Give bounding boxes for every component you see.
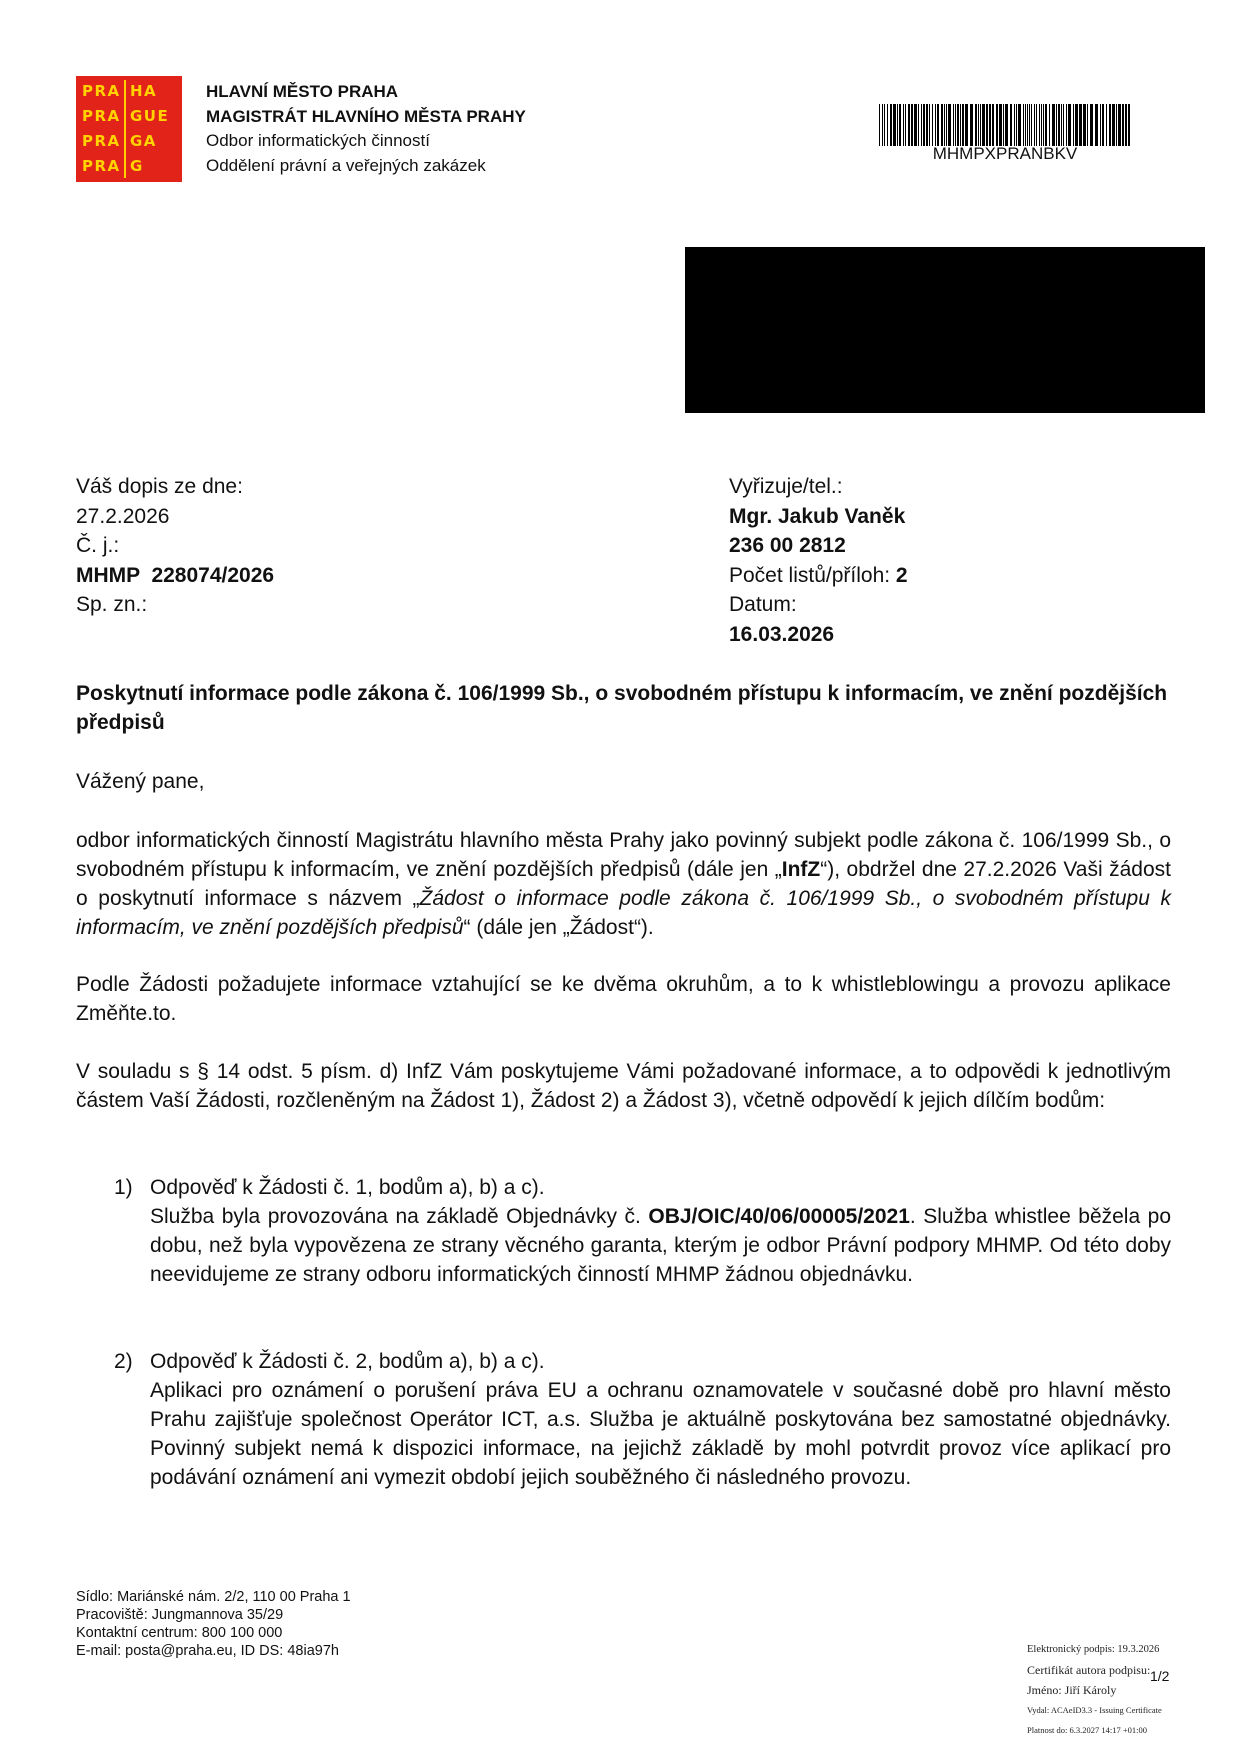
org-office: MAGISTRÁT HLAVNÍHO MĚSTA PRAHY (206, 106, 526, 126)
org-name: HLAVNÍ MĚSTO PRAHA (206, 82, 399, 101)
barcode-bar (965, 104, 968, 146)
barcode-bar (1052, 104, 1055, 146)
barcode-bar (899, 104, 901, 146)
barcode-bar (926, 104, 928, 146)
barcode-bar (962, 104, 964, 146)
barcode-bar (914, 104, 917, 146)
paragraph-legal-basis: V souladu s § 14 odst. 5 písm. d) InfZ Vám poskytujeme Vámi požadované informace, a to odpovědi k jednotlivým částem Vaší Žádosti, rozčleněným na Žádost 1), Žádost 2) a Žádost 3), včetně odpovědí k jejich dílčím bodům: (76, 1060, 1171, 1112)
barcode-bar (1116, 104, 1117, 146)
barcode-bar (989, 104, 991, 146)
barcode-bar (970, 104, 973, 146)
barcode-bar (1049, 104, 1050, 146)
logo-text: PRA (82, 157, 121, 175)
barcode-bar (1025, 104, 1026, 146)
item-text (150, 1202, 1171, 1289)
barcode-bar (908, 104, 910, 146)
barcode-bar (1016, 104, 1017, 146)
barcode-bar (1027, 104, 1028, 146)
barcode-bar (980, 104, 981, 146)
barcode-bar (911, 104, 913, 146)
barcode-bar (1073, 104, 1074, 146)
barcode-bar (884, 104, 885, 146)
barcode-bar (921, 104, 922, 146)
organization-header (206, 80, 526, 178)
barcode-bar (975, 104, 977, 146)
barcode-bar (992, 104, 994, 146)
barcode-bar (1102, 104, 1104, 146)
barcode-bar (923, 104, 925, 146)
barcode-bar (1018, 104, 1021, 146)
logo-text: PRA (82, 132, 121, 150)
barcode-bar (978, 104, 979, 146)
barcode-text: MHMPXPRANBKV (932, 144, 1078, 163)
text-span: odbor informatických činností Magistrátu hlavního města Prahy jako povinný subjekt podle zákona č. 106/1999 Sb., o svobodném přístupu k informacím, ve znění pozdějších předpisů (dále jen „ (76, 829, 1171, 881)
text-span: “), obdržel dne 27.2.2026 Vaši žádost o poskytnutí informace s názvem „ (76, 858, 1171, 910)
barcode-image (877, 104, 1133, 146)
barcode-bar (1041, 104, 1042, 146)
barcode-bar (986, 104, 988, 146)
footer-email: E-mail: posta@praha.eu, ID DS: 48ia97h (76, 1643, 339, 1659)
page-count-value: 2 (895, 563, 908, 587)
text-span: “ (dále jen „Žádost“). (463, 916, 654, 939)
electronic-signature-stamp (1027, 1640, 1162, 1740)
barcode-bar (1036, 104, 1037, 146)
barcode-bar (1100, 104, 1101, 146)
handler-name: Mgr. Jakub Vaněk (729, 504, 906, 528)
redacted-address-block (685, 247, 1205, 413)
barcode-bar (1058, 104, 1060, 146)
logo-text: HA (130, 82, 158, 100)
barcode-bar (903, 104, 904, 146)
barcode-bar (996, 104, 998, 146)
paragraph-intro (76, 826, 1171, 942)
logo-text: GUE (130, 107, 170, 125)
barcode-bar (982, 104, 985, 146)
text-span: . Služba whistlee běžela po dobu, než byla vypovězena ze strany věcného garanta, kterým je odbor Právní podpory MHMP. Od této doby neevidujeme ze strany odboru informatických činností MHMP žádnou objednávku. (150, 1205, 1171, 1286)
text-span-italic: Žádost o informace podle zákona č. 106/1999 Sb., o svobodném přístupu k informacím, ve znění pozdějších předpisů (76, 887, 1171, 939)
date-label: Datum: (729, 593, 797, 616)
barcode-bar (1095, 104, 1098, 146)
barcode-bar (1122, 104, 1124, 146)
barcode-bar (946, 104, 947, 146)
barcode-bar (957, 104, 959, 146)
barcode-bar (879, 104, 880, 146)
signature-date: Elektronický podpis: 19.3.2026 (1027, 1644, 1160, 1655)
letter-subject: Poskytnutí informace podle zákona č. 106/1999 Sb., o svobodném přístupu k informacím, ve znění pozdějších předpisů (76, 682, 1168, 734)
barcode-bar (1005, 104, 1008, 146)
item-heading: Odpověď k Žádosti č. 1, bodům a), b) a c). (150, 1176, 545, 1199)
barcode-bar (935, 104, 936, 146)
barcode-bar (887, 104, 888, 146)
barcode-bar (999, 104, 1002, 146)
handler-phone: 236 00 2812 (729, 534, 846, 557)
barcode-bar (1061, 104, 1062, 146)
barcode-bar (1083, 104, 1086, 146)
file-number-label: Sp. zn.: (76, 593, 148, 616)
page-number: 1/2 (1150, 1668, 1170, 1684)
barcode-bar (948, 104, 951, 146)
item-text: Aplikaci pro oznámení o porušení práva EU a ochranu oznamovatele v současné době pro hlavní město Prahu zajišťuje společnost Operátor ICT, a.s. Služba je aktuálně poskytována bez samostatné objednávky. Povinný subjekt nemá k dispozici informace, na jejichž základě by mohl potvrdit provoz více aplikací pro podávání oznámení ani vymezit období jejich souběžného či následného provozu. (150, 1379, 1171, 1489)
signature-validity: Platnost do: 6.3.2027 14:17 +01:00 (1027, 1725, 1148, 1735)
barcode-bar (932, 104, 933, 146)
footer-contact (76, 1588, 351, 1660)
barcode-bar (882, 104, 883, 146)
logo-divider (124, 80, 126, 178)
handler-label: Vyřizuje/tel.: (729, 475, 843, 498)
letter-issue-date: 16.03.2026 (729, 622, 835, 646)
item-number: 2) (114, 1350, 133, 1373)
salutation: Vážený pane, (76, 770, 205, 793)
reference-block (76, 472, 274, 620)
org-unit: Oddělení právní a veřejných zakázek (206, 155, 486, 175)
barcode-bar (897, 104, 898, 146)
reference-label: Č. j.: (76, 534, 120, 557)
page-count-line (729, 561, 908, 591)
letter-date-label: Váš dopis ze dne: (76, 475, 243, 498)
barcode-bar (944, 104, 945, 146)
barcode-bar (1023, 104, 1024, 146)
barcode-bar (1128, 104, 1130, 146)
barcode-bar (1075, 104, 1078, 146)
barcode-bar (960, 104, 961, 146)
signature-name: Jméno: Jiří Károly (1027, 1683, 1117, 1697)
barcode-bar (1056, 104, 1057, 146)
barcode-bar (1010, 104, 1012, 146)
barcode-bar (953, 104, 954, 146)
barcode-bar (1125, 104, 1127, 146)
barcode-bar (1112, 104, 1115, 146)
text-span-bold: InfZ (781, 858, 821, 881)
barcode-bar (893, 104, 896, 146)
barcode-bar (941, 104, 943, 146)
prague-logo (76, 76, 182, 182)
barcode-bar (1079, 104, 1082, 146)
barcode-bar (1066, 104, 1067, 146)
logo-text: GA (130, 132, 157, 150)
barcode-bar (1106, 104, 1107, 146)
barcode-bar (1090, 104, 1093, 146)
barcode-bar (1003, 104, 1004, 146)
barcode-bar (918, 104, 919, 146)
footer-contact-center: Kontaktní centrum: 800 100 000 (76, 1625, 283, 1641)
barcode-bar (1045, 104, 1047, 146)
item-number: 1) (114, 1176, 133, 1199)
reference-number: MHMP 228074/2026 (76, 563, 275, 587)
text-span: Služba byla provozována na základě Objednávky č. (150, 1205, 649, 1228)
footer-address: Sídlo: Mariánské nám. 2/2, 110 00 Praha 1 (76, 1589, 351, 1605)
barcode-bar (1109, 104, 1111, 146)
barcode-bar (1029, 104, 1030, 146)
barcode-bar (1043, 104, 1044, 146)
barcode-bar (1063, 104, 1064, 146)
letter-date: 27.2.2026 (76, 504, 170, 528)
barcode-bar (905, 104, 906, 146)
barcode-bar (955, 104, 956, 146)
barcode-bar (1031, 104, 1032, 146)
signature-issuer: Vydal: ACAeID3.3 - Issuing Certificate (1027, 1705, 1162, 1715)
handler-block (729, 472, 908, 649)
barcode-bar (937, 104, 939, 146)
barcode-bar (890, 104, 892, 146)
org-department: Odbor informatických činností (206, 131, 430, 150)
barcode-bar (1039, 104, 1040, 146)
item-heading: Odpověď k Žádosti č. 2, bodům a), b) a c). (150, 1350, 545, 1373)
paragraph-scope: Podle Žádosti požadujete informace vztahující se ke dvěma okruhům, a to k whistleblowingu a provozu aplikace Změňte.to. (76, 973, 1171, 1025)
barcode-bar (1087, 104, 1088, 146)
barcode-bar (1068, 104, 1071, 146)
barcode-bar (1014, 104, 1015, 146)
logo-text: G (130, 157, 144, 175)
logo-text: PRA (82, 82, 121, 100)
footer-workplace: Pracoviště: Jungmannova 35/29 (76, 1607, 284, 1623)
barcode-bar (1118, 104, 1121, 146)
page-count-label: Počet listů/příloh: (729, 563, 896, 587)
order-number: OBJ/OIC/40/06/00005/2021 (648, 1205, 910, 1228)
barcode-bar (1034, 104, 1035, 146)
signature-cert-label: Certifikát autora podpisu: (1027, 1663, 1151, 1677)
barcode-bar (929, 104, 930, 146)
logo-text: PRA (82, 107, 121, 125)
